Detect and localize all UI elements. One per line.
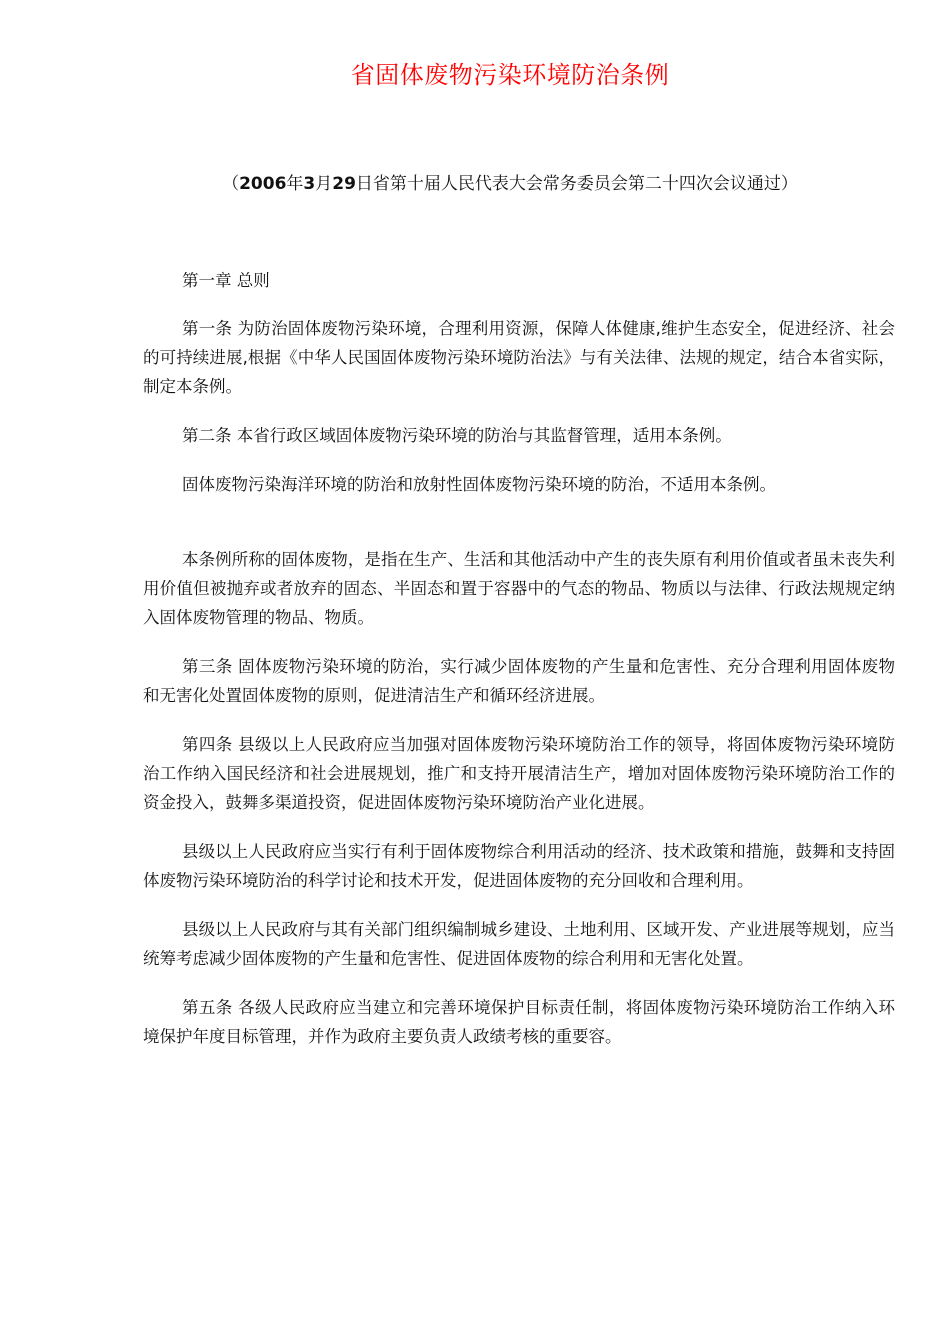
article-4-para-3: 县级以上人民政府与其有关部门组织编制城乡建设、土地利用、区域开发、产业进展等规划，应当统筹考虑减少固体废物的产生量和危害性、促进固体废物的综合利用和无害化处置。	[143, 920, 895, 968]
article-4: 第四条 县级以上人民政府应当加强对固体废物污染环境防治工作的领导，将固体废物污染环境防治工作纳入国民经济和社会进展规划，推广和支持开展清洁生产，增加对固体废物污染环境防治工作的资金投入，鼓舞多渠道投资，促进固体废物污染环境防治产业化进展。	[143, 735, 895, 812]
chapter-heading: 第一章 总则	[182, 271, 270, 290]
article-2-para-3: 本条例所称的固体废物，是指在生产、生活和其他活动中产生的丧失原有利用价值或者虽未丧失利用价值但被抛弃或者放弃的固态、半固态和置于容器中的气态的物品、物质以与法律、行政法规规定纳入固体废物管理的物品、物质。	[143, 550, 895, 627]
subtitle-month: 3	[303, 174, 316, 194]
document-body	[143, 266, 895, 1051]
subtitle-year-unit: 年	[286, 174, 304, 194]
article-2-para-2: 固体废物污染海洋环境的防治和放射性固体废物污染环境的防治，不适用本条例。	[182, 475, 776, 494]
article-1: 第一条 为防治固体废物污染环境，合理利用资源，保障人体健康,维护生态安全，促进经济、社会的可持续进展,根据《中华人民国固体废物污染环境防治法》与有关法律、法规的规定，结合本省实际，制定本条例。	[143, 319, 895, 396]
subtitle-month-unit: 月	[315, 174, 333, 194]
subtitle-year: 2006	[239, 174, 287, 194]
subtitle-day: 29	[332, 174, 356, 194]
subtitle-open-paren: （	[222, 174, 240, 194]
document-title: 省固体废物污染环境防治条例	[350, 61, 670, 89]
article-2: 第二条 本省行政区域固体废物污染环境的防治与其监督管理，适用本条例。	[182, 426, 732, 445]
article-5: 第五条 各级人民政府应当建立和完善环境保护目标责任制，将固体废物污染环境防治工作纳入环境保护年度目标管理，并作为政府主要负责人政绩考核的重要容。	[143, 998, 895, 1046]
article-4-para-2: 县级以上人民政府应当实行有利于固体废物综合利用活动的经济、技术政策和措施，鼓舞和支持固体废物污染环境防治的科学讨论和技术开发，促进固体废物的充分回收和合理利用。	[143, 842, 895, 890]
document-subtitle	[140, 170, 880, 198]
subtitle-rest: 日省第十届人民代表大会常务委员会第二十四次会议通过）	[355, 174, 798, 194]
article-3: 第三条 固体废物污染环境的防治，实行减少固体废物的产生量和危害性、充分合理利用固体废物和无害化处置固体废物的原则，促进清洁生产和循环经济进展。	[143, 657, 895, 705]
